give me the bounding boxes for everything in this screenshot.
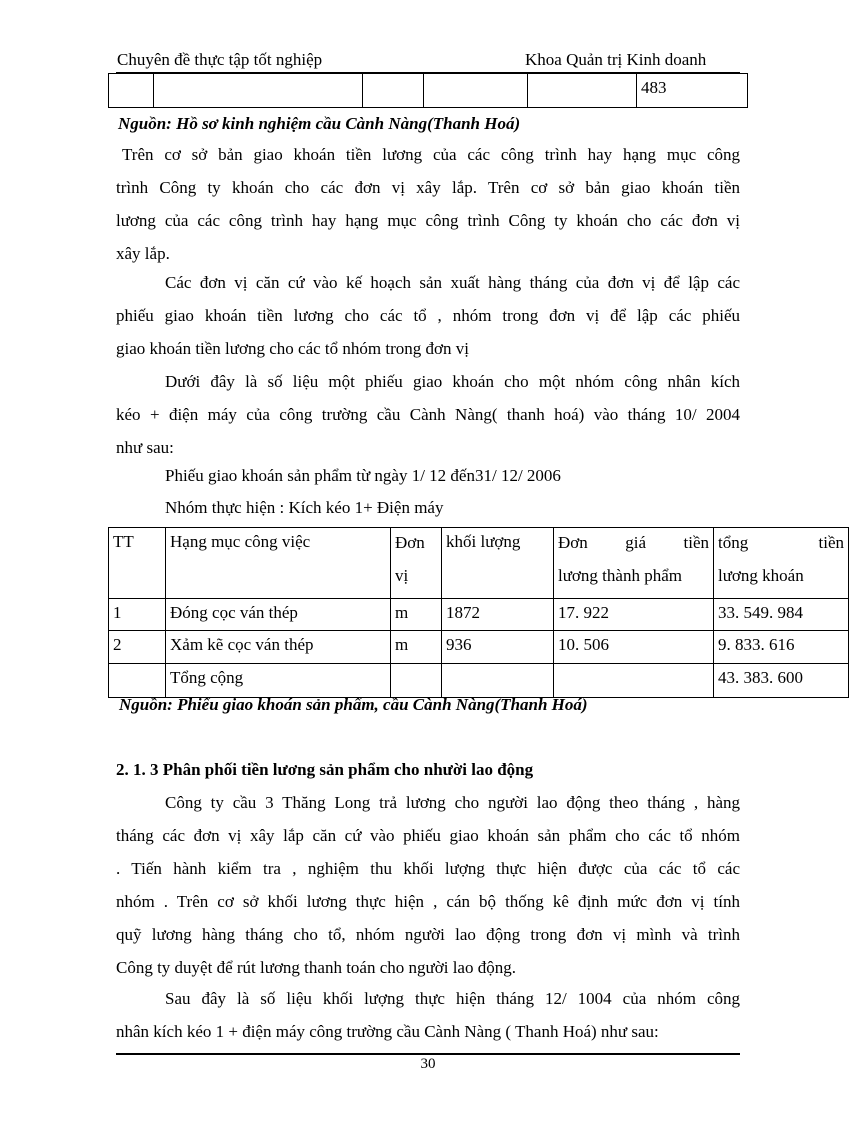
header-task: Hạng mục công việc [166,528,391,599]
header-tt: TT [109,528,166,599]
piecework-table [108,527,849,698]
paragraph-line: nhóm . Trên cơ sở khối lương thực hiện , cán bộ thống kê định mức đơn vị tính [116,892,740,911]
cell-unit-price: 10. 506 [554,631,714,664]
cell-task: Đóng cọc ván thép [166,599,391,631]
paragraph-line: Dưới đây là số liệu một phiếu giao khoán cho một nhóm công nhân kích [165,372,740,391]
table-sum-row [109,664,849,698]
page-number: 30 [420,1056,436,1072]
paragraph-line: lương của các công trình hay hạng mục công trình Công ty khoán cho các đơn vị [116,211,740,230]
voucher-date-line: Phiếu giao khoán sản phẩm từ ngày 1/ 12 đến31/ 12/ 2006 [165,466,561,485]
header-right: Khoa Quản trị Kinh doanh [525,50,707,69]
header-unit-line: vị [395,566,409,585]
cell-tt: 1 [109,599,166,631]
cell-quantity: 936 [442,631,554,664]
paragraph-line: tháng các đơn vị xây lắp căn cứ vào phiếu giao khoán sản phẩm cho các tổ nhóm [116,826,740,845]
sum-label: Tổng cộng [166,664,391,698]
header-left: Chuyên đề thực tập tốt nghiệp [117,50,323,69]
footer-rule [116,1053,740,1055]
paragraph-line: trình Công ty khoán cho các đơn vị xây lắp. Trên cơ sở bản giao khoán tiền [116,178,740,197]
cell-total: 9. 833. 616 [714,631,849,664]
source-note-2: Nguồn: Phiếu giao khoán sản phẩm, cầu Cành Nàng(Thanh Hoá) [119,695,588,714]
paragraph-2 [116,266,740,365]
paragraph-line: . Tiến hành kiểm tra , nghiệm thu khối lượng thực hiện được của các tổ các [116,859,740,878]
paragraph-1 [116,138,740,270]
paragraph-line: như sau: [116,438,174,457]
header-price-word: Đơn [558,533,588,552]
fragment-last-cell: 483 [637,74,748,108]
cell-unit: m [391,599,442,631]
cell-task: Xảm kẽ cọc ván thép [166,631,391,664]
header-price-word: tiền [683,533,709,552]
sum-empty-cell [442,664,554,698]
paragraph-line: phiếu giao khoán tiền lương cho các tổ , nhóm trong đơn vị để lập các phiếu [116,306,740,325]
paragraph-line: Sau đây là số liệu khối lượng thực hiện tháng 12/ 1004 của nhóm công [165,989,740,1008]
paragraph-line: Công ty duyệt để rút lương thanh toán cho người lao động. [116,958,516,977]
work-group-line: Nhóm thực hiện : Kích kéo 1+ Điện máy [165,498,444,517]
header-price-line [558,532,709,554]
fragment-cell [109,74,154,108]
header-total-line: lương khoán [718,566,804,585]
paragraph-3 [116,365,740,464]
paragraph-line: Trên cơ sở bản giao khoán tiền lương của các công trình hay hạng mục công [122,145,740,164]
table-row [109,599,849,631]
paragraph-line: kéo + điện máy của công trường cầu Cành Nàng( thanh hoá) vào tháng 10/ 2004 [116,405,740,424]
cell-quantity: 1872 [442,599,554,631]
source-note-1: Nguồn: Hồ sơ kinh nghiệm cầu Cành Nàng(Thanh Hoá) [118,114,521,133]
cell-total: 33. 549. 984 [714,599,849,631]
cell-unit-price: 17. 922 [554,599,714,631]
fragment-cell [363,74,424,108]
header-price-word: giá [625,533,647,552]
sum-empty-cell [109,664,166,698]
table-header-row [109,528,849,599]
fragment-cell [528,74,637,108]
header-unit-line: Đơn [395,533,425,552]
paragraph-line: nhân kích kéo 1 + điện máy công trường cầu Cành Nàng ( Thanh Hoá) như sau: [116,1022,659,1041]
paragraph-line: xây lắp. [116,244,170,263]
paragraph-line: Công ty cầu 3 Thăng Long trả lương cho người lao động theo tháng , hàng [165,793,740,812]
header-unit-price [554,528,714,599]
header-quantity: khối lượng [442,528,554,599]
paragraph-4 [116,786,740,984]
paragraph-5 [116,982,740,1048]
fragment-cell [154,74,363,108]
header-price-line: lương thành phẩm [558,566,682,585]
sum-empty-cell [391,664,442,698]
header-total [714,528,849,599]
section-heading: 2. 1. 3 Phân phối tiền lương sản phẩm cho nhười lao động [116,760,534,779]
header-total-word: tiền [818,533,844,552]
table-row [109,631,849,664]
sum-empty-cell [554,664,714,698]
cell-unit: m [391,631,442,664]
header-total-line [718,532,844,554]
fragment-cell [424,74,528,108]
header-total-word: tổng [718,533,749,552]
cell-tt: 2 [109,631,166,664]
sum-total: 43. 383. 600 [714,664,849,698]
paragraph-line: giao khoán tiền lương cho các tổ nhóm trong đơn vị [116,339,469,358]
paragraph-line: quỹ lương hàng tháng cho tổ, nhóm người lao động trong đơn vị mình và trình [116,925,740,944]
previous-table-fragment [108,73,748,108]
paragraph-line: Các đơn vị căn cứ vào kế hoạch sản xuất hàng tháng của đơn vị để lập các [165,273,740,292]
header-unit [391,528,442,599]
